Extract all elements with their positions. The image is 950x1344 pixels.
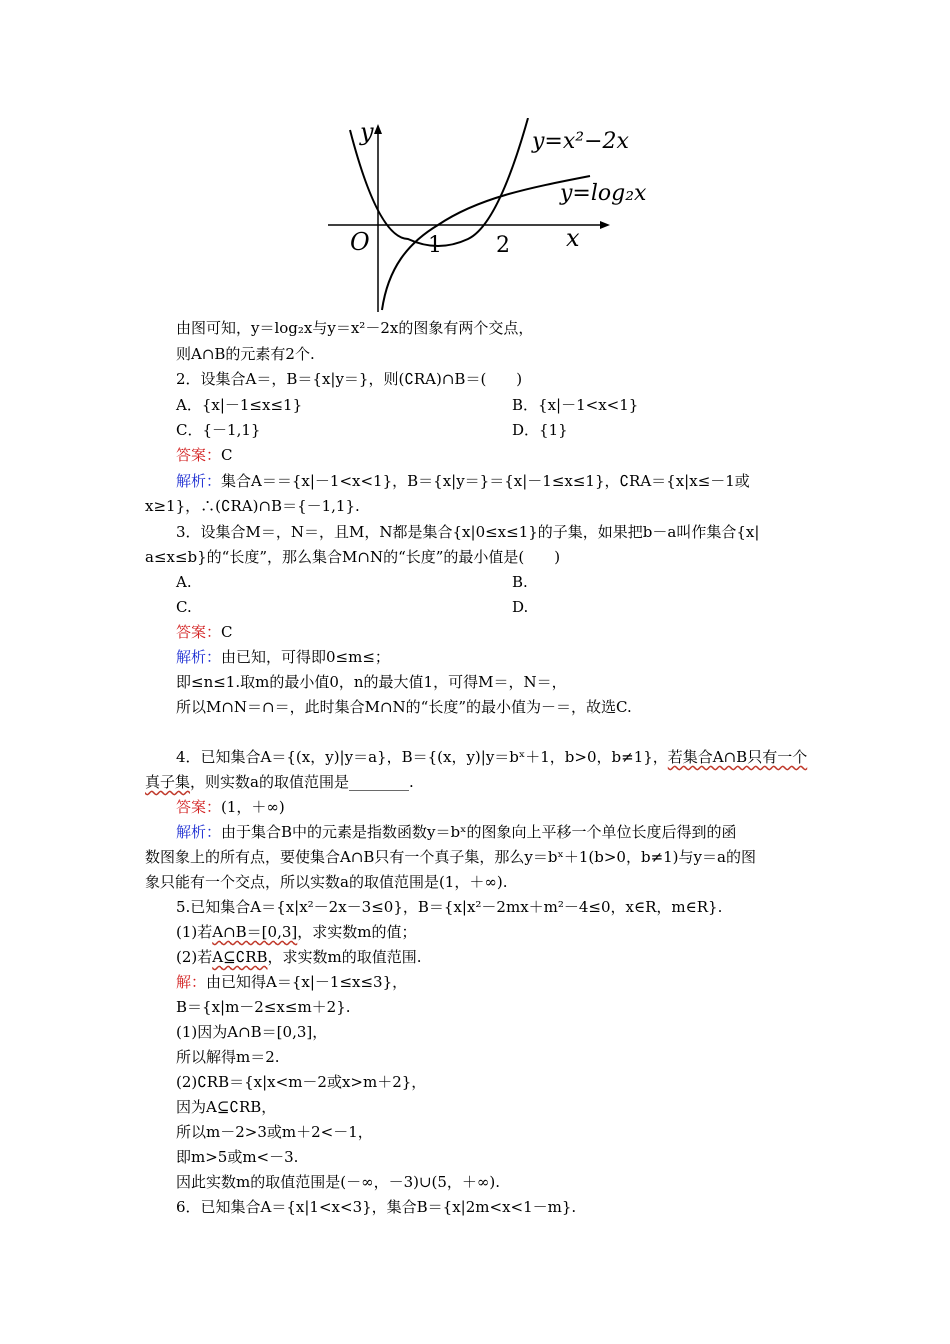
wavy-underlined-text: A⊆∁RB xyxy=(212,948,268,966)
option-d: D. xyxy=(512,598,529,616)
analysis-text: 由已知，可得即0≤m≤； xyxy=(221,648,390,666)
solution-line xyxy=(176,972,407,992)
answer-label: 答案： xyxy=(176,446,222,464)
question-5: 5.已知集合A＝{x|x²－2x－3≤0}，B＝{x|x²－2mx＋m²－4≤0，x∈R，m∈R}. xyxy=(176,898,723,916)
question-6: 6．已知集合A＝{x|1<x<3}，集合B＝{x|2m<x<1－m}. xyxy=(176,1198,577,1216)
option-b: B. xyxy=(512,573,528,591)
analysis-label: 解析： xyxy=(176,648,222,666)
option-d: D．{1} xyxy=(512,421,568,439)
solution-text: 由已知得A＝{x|－1≤x≤3}， xyxy=(206,973,408,991)
text-line: 因此实数m的取值范围是(－∞，－3)∪(5，＋∞). xyxy=(176,1173,501,1191)
option-c: C. xyxy=(176,598,192,616)
text-line: x≥1}，∴(∁RA)∩B＝{－1,1}. xyxy=(145,497,360,515)
y-axis-arrow xyxy=(374,124,382,134)
graph-svg xyxy=(328,118,654,312)
sub-question-prefix: (2)若 xyxy=(176,948,213,966)
sub-question-1 xyxy=(176,922,416,942)
question-4-text: 4．已知集合A＝{(x，y)|y＝a}，B＝{(x，y)|y＝bˣ＋1，b>0，b≠1}， xyxy=(176,748,668,766)
wavy-underlined-text: A∩B＝[0,3] xyxy=(212,923,298,941)
wavy-underlined-text: 真子集 xyxy=(145,773,191,791)
tick-2-label: 2 xyxy=(496,233,510,258)
analysis-label: 解析： xyxy=(176,472,222,490)
sub-question-text: ，求实数m的取值范围. xyxy=(267,948,422,966)
question-4 xyxy=(176,747,807,767)
analysis-label: 解析： xyxy=(176,823,222,841)
option-a: A．{x|－1≤x≤1} xyxy=(176,396,303,414)
analysis-line xyxy=(176,822,736,842)
parabola-curve xyxy=(350,118,528,246)
x-axis-arrow xyxy=(600,221,610,229)
text-line: 所以解得m＝2. xyxy=(176,1048,280,1066)
sub-question-prefix: (1)若 xyxy=(176,923,213,941)
y-axis-label: y xyxy=(360,118,374,146)
text-line: 因为A⊆∁RB， xyxy=(176,1098,277,1116)
answer-line xyxy=(176,797,285,817)
text-line: (1)因为A∩B＝[0,3]， xyxy=(176,1023,328,1041)
text-line: 所以m－2>3或m＋2<－1， xyxy=(176,1123,373,1141)
wavy-underlined-text: 若集合A∩B只有一个 xyxy=(667,748,808,766)
answer-label: 答案： xyxy=(176,798,222,816)
text-line xyxy=(145,772,414,792)
tick-1-label: 1 xyxy=(428,233,442,258)
text-line: 由图可知，y＝log₂x与y＝x²－2x的图象有两个交点， xyxy=(176,319,534,337)
answer-line xyxy=(176,445,233,465)
question-3: 3．设集合M＝，N＝，且M，N都是集合{x|0≤x≤1}的子集，如果把b－a叫作集合{x| xyxy=(176,523,760,541)
analysis-line xyxy=(176,647,390,667)
answer-value: (1，＋∞) xyxy=(221,798,285,816)
answer-line xyxy=(176,622,233,642)
text-line: 象只能有一个交点，所以实数a的取值范围是(1，＋∞). xyxy=(145,873,508,891)
answer-value: C xyxy=(221,623,233,641)
text-line: 则A∩B的元素有2个. xyxy=(176,345,315,363)
option-a: A. xyxy=(176,573,192,591)
sub-question-text: ，求实数m的值； xyxy=(297,923,417,941)
analysis-line xyxy=(176,471,750,491)
x-axis-label: x xyxy=(566,224,580,252)
text-line: 数图象上的所有点，要使集合A∩B只有一个真子集，那么y＝bˣ＋1(b>0，b≠1)与y＝a的图 xyxy=(145,848,756,866)
function-graph-figure xyxy=(328,118,654,312)
text-line: a≤x≤b}的“长度”，那么集合M∩N的“长度”的最小值是( ) xyxy=(145,548,561,566)
parabola-label: y=x²−2x xyxy=(532,129,629,154)
answer-label: 答案： xyxy=(176,623,222,641)
option-c: C．{－1,1} xyxy=(176,421,261,439)
log-label: y=log₂x xyxy=(560,181,647,206)
option-b: B．{x|－1<x<1} xyxy=(512,396,639,414)
analysis-text: 集合A＝＝{x|－1<x<1}，B＝{x|y＝}＝{x|－1≤x≤1}，∁RA＝{x|x≤－1或 xyxy=(221,472,750,490)
solution-label: 解： xyxy=(176,973,207,991)
text-line: 即≤n≤1.取m的最小值0，n的最大值1，可得M＝，N＝， xyxy=(176,673,567,691)
text-line: B＝{x|m－2≤x≤m＋2}. xyxy=(176,998,351,1016)
question-2: 2．设集合A＝，B＝{x|y＝}，则(∁RA)∩B＝( ) xyxy=(176,370,523,388)
sub-question-2 xyxy=(176,947,422,967)
answer-value: C xyxy=(221,446,233,464)
log-curve xyxy=(382,176,590,310)
text-line: (2)∁RB＝{x|x<m－2或x>m＋2}， xyxy=(176,1073,427,1091)
question-4-blank: ，则实数a的取值范围是________. xyxy=(190,773,414,791)
text-line: 所以M∩N＝∩＝，此时集合M∩N的“长度”的最小值为－＝，故选C. xyxy=(176,698,632,716)
origin-label: O xyxy=(350,228,370,256)
text-line: 即m>5或m<－3. xyxy=(176,1148,299,1166)
analysis-text: 由于集合B中的元素是指数函数y＝bˣ的图象向上平移一个单位长度后得到的函 xyxy=(221,823,737,841)
